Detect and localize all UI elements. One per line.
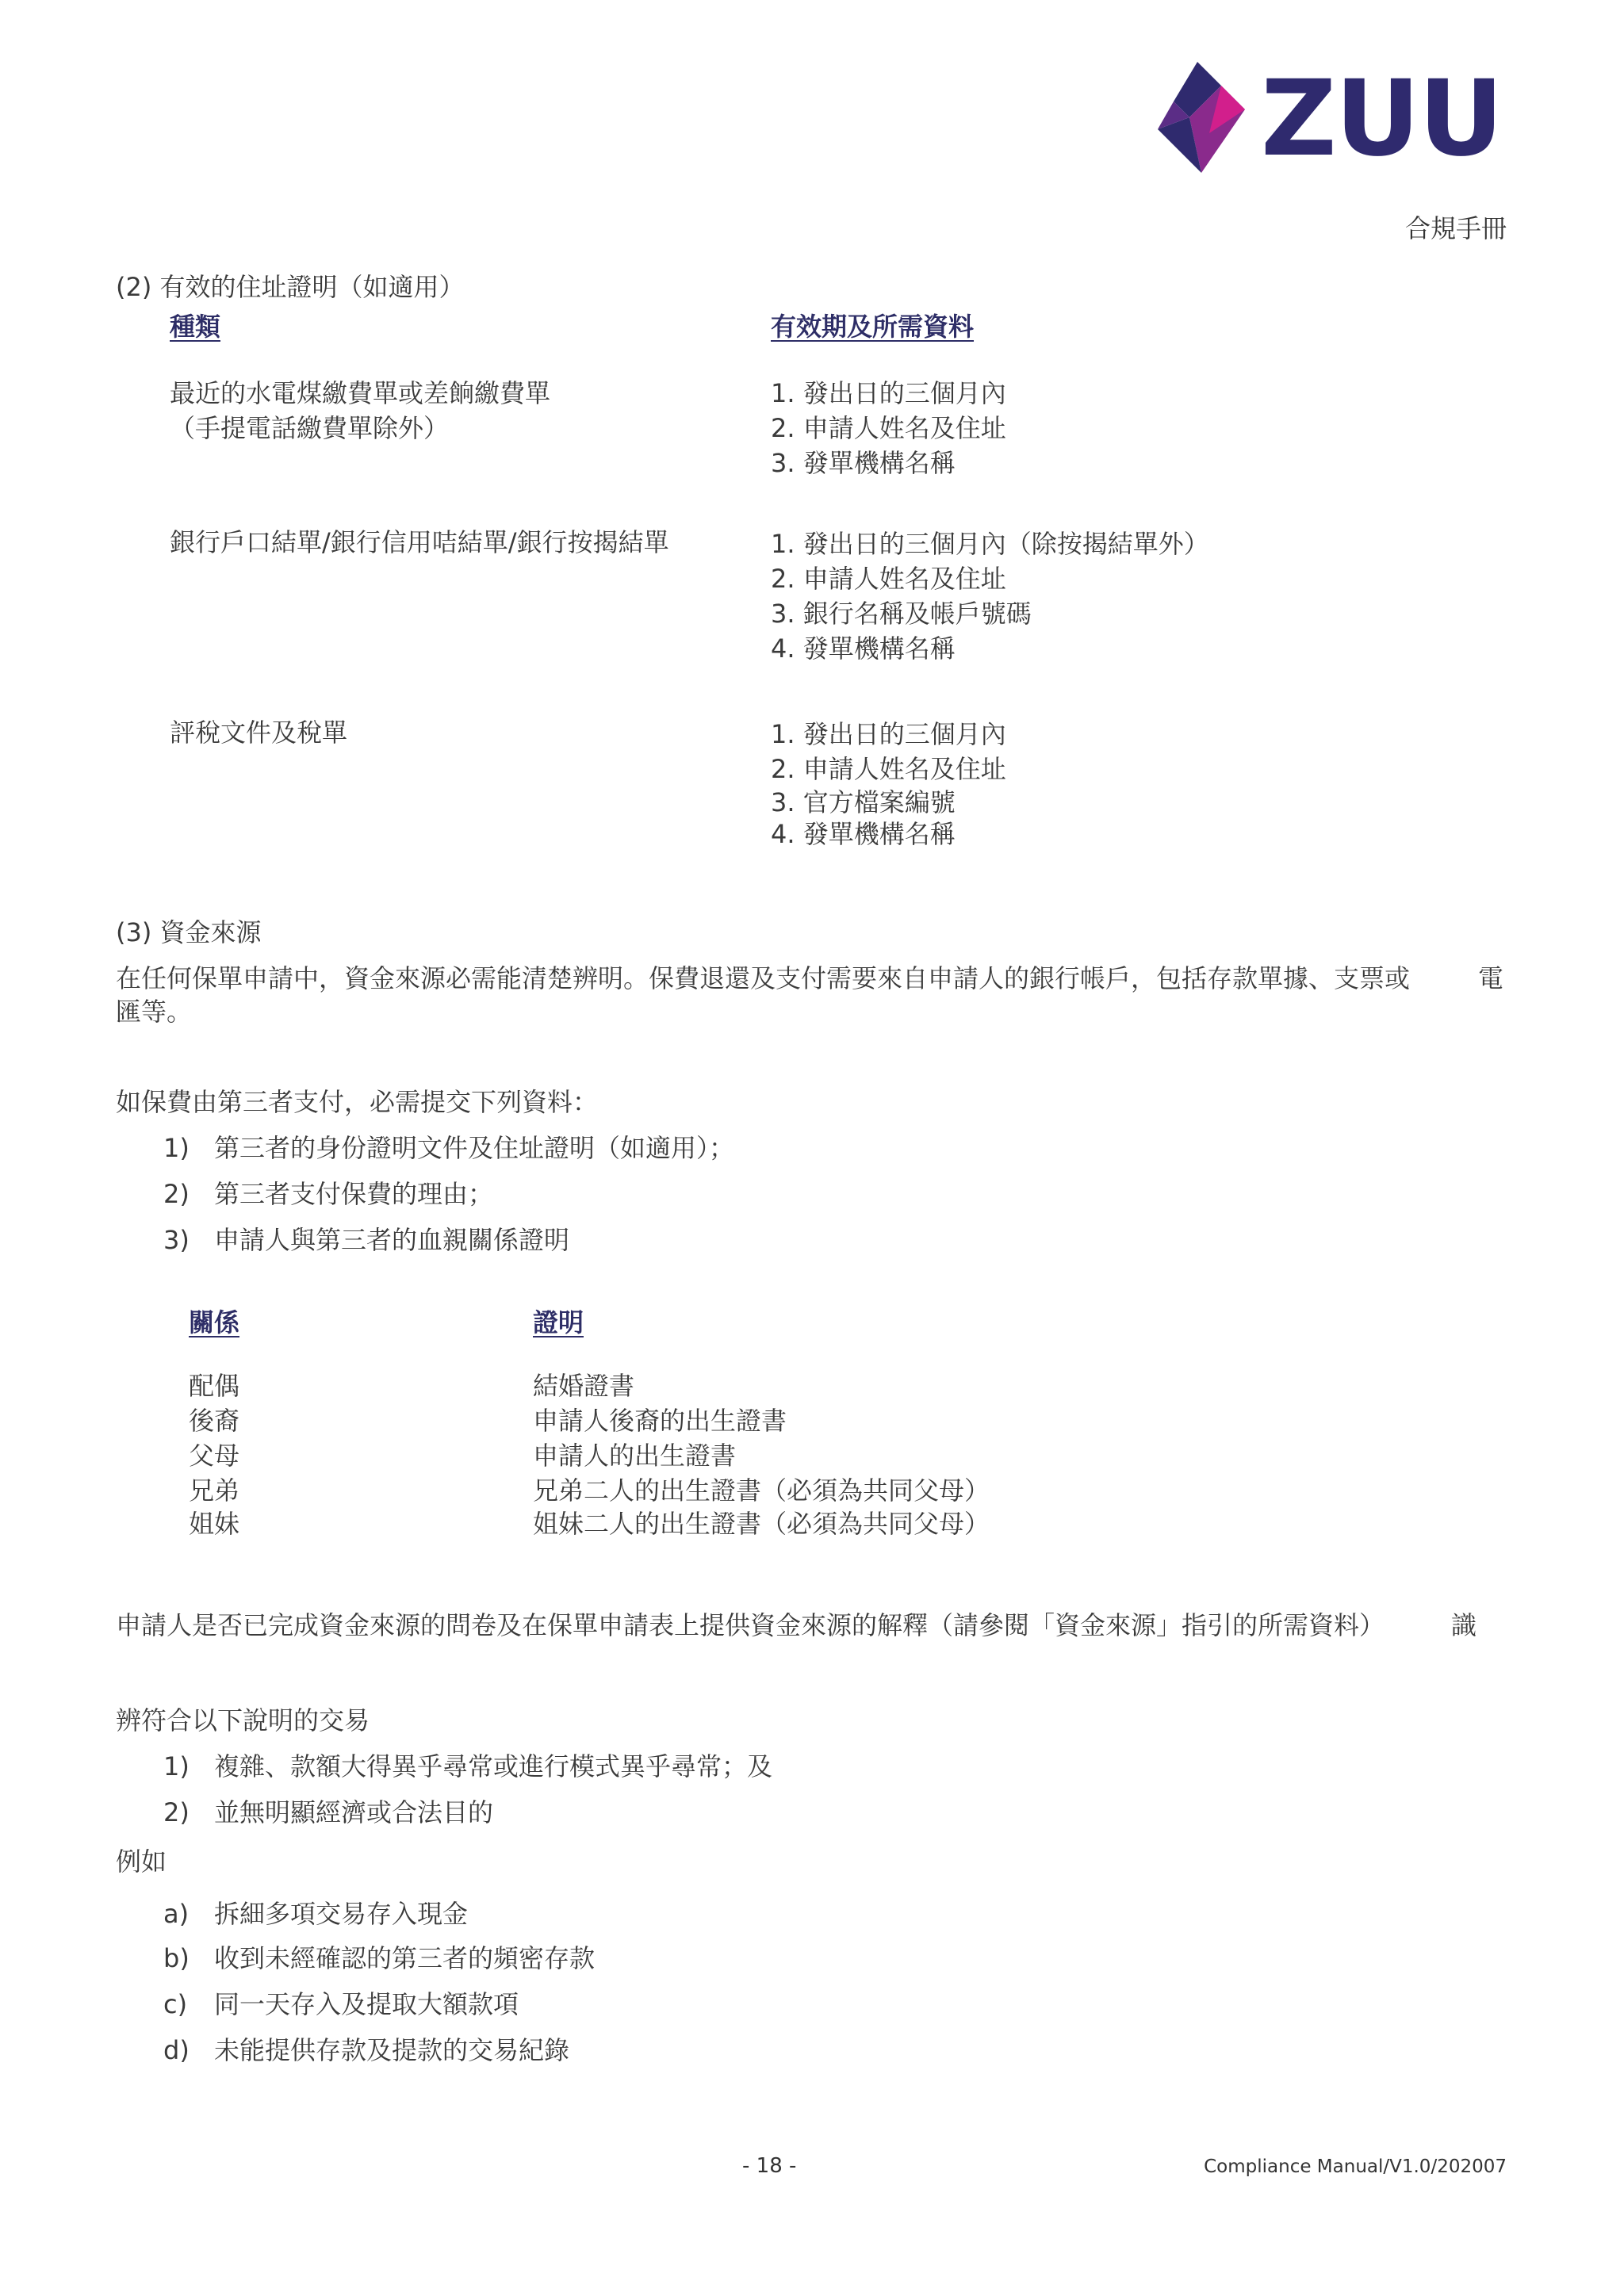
identify-line: 辨符合以下說明的交易 [116,1705,370,1735]
proof-column [533,1368,990,1540]
third-party-intro: 如保費由第三者支付，必需提交下列資料： [116,1087,599,1117]
zuu-logo [1142,54,1503,189]
requirements-column-header: 有效期及所需資料 [771,312,975,342]
doc-version: Compliance Manual/V1.0/202007 [1204,2156,1507,2177]
table-cell: 結婚證書 [533,1371,635,1401]
list-item-number: 2) [163,1797,190,1827]
address-proof-type: 銀行戶口結單/銀行信用咭結單/銀行按揭結單 [170,527,669,557]
questionnaire-line: 申請人是否已完成資金來源的問卷及在保單申請表上提供資金來源的解釋（請參閱「資金來源」指引的所需資料） [116,1610,1385,1640]
relation-column [189,1368,239,1540]
section2-heading: (2) 有效的住址證明（如適用） [116,272,465,302]
proof-column-header: 證明 [533,1307,584,1337]
list-item: 第三者的身份證明文件及住址證明（如適用）； [214,1133,735,1163]
source-of-funds-paragraph-line1: 在任何保單申請中，資金來源必需能清楚辨明。保費退還及支付需要來自申請人的銀行帳戶，包括存款單據、支票或 [116,963,1411,993]
list-item-number: 3) [163,1225,190,1255]
questionnaire-line-end: 識 [1451,1610,1477,1640]
type-column-header: 種類 [170,312,221,342]
list-item-number: 1) [163,1751,190,1781]
list-item-number: 1) [163,1133,190,1163]
list-item: 第三者支付保費的理由； [214,1179,494,1209]
example-label: 例如 [116,1846,167,1877]
source-of-funds-paragraph-line1-end: 電 [1478,963,1504,993]
list-item-number: a) [163,1899,190,1929]
list-item: 未能提供存款及提款的交易紀錄 [214,2035,570,2065]
table-cell: 配偶 [189,1371,240,1401]
list-item: 並無明顯經濟或合法目的 [214,1797,494,1827]
list-item-number: d) [163,2035,190,2065]
section3-heading: (3) 資金來源 [116,917,262,947]
table-cell: 姐妹二人的出生證書（必須為共同父母） [533,1509,990,1539]
address-proof-requirements: 1. 發出日的三個月內 2. 申請人姓名及住址 3. 發單機構名稱 [771,378,1006,478]
address-proof-requirements: 1. 發出日的三個月內（除按揭結單外） 2. 申請人姓名及住址 3. 銀行名稱及帳戶號碼 4. 發單機構名稱 [771,529,1209,664]
logo-wordmark: ZUU [1261,58,1503,180]
list-item: 複雜、款額大得異乎尋常或進行模式異乎尋常；及 [214,1751,773,1781]
table-cell: 申請人的出生證書 [533,1441,737,1471]
table-cell: 兄弟 [189,1475,240,1506]
list-item-number: 2) [163,1179,190,1209]
page-number: - 18 - [742,2154,797,2178]
relation-column-header: 關係 [189,1307,240,1337]
address-proof-type: 最近的水電煤繳費單或差餉繳費單 （手提電話繳費單除外） [170,378,551,443]
doc-name: 合規手冊 [1404,213,1507,243]
table-cell: 申請人後裔的出生證書 [533,1406,787,1436]
list-item-number: c) [163,1989,188,2019]
table-cell: 兄弟二人的出生證書（必須為共同父母） [533,1475,990,1506]
list-item: 同一天存入及提取大額款項 [214,1989,519,2019]
table-cell: 姐妹 [189,1509,240,1539]
list-item: 申請人與第三者的血親關係證明 [214,1225,570,1255]
table-cell: 父母 [189,1441,240,1471]
list-item: 收到未經確認的第三者的頻密存款 [214,1943,596,1973]
table-cell: 後裔 [189,1406,240,1436]
list-item: 拆細多項交易存入現金 [214,1899,469,1929]
address-proof-type: 評稅文件及稅單 [170,718,348,748]
list-item-number: b) [163,1943,190,1973]
source-of-funds-paragraph-line2: 匯等。 [116,997,193,1027]
address-proof-requirements: 1. 發出日的三個月內 2. 申請人姓名及住址 3. 官方檔案編號 4. 發單機構名稱 [771,719,1006,849]
